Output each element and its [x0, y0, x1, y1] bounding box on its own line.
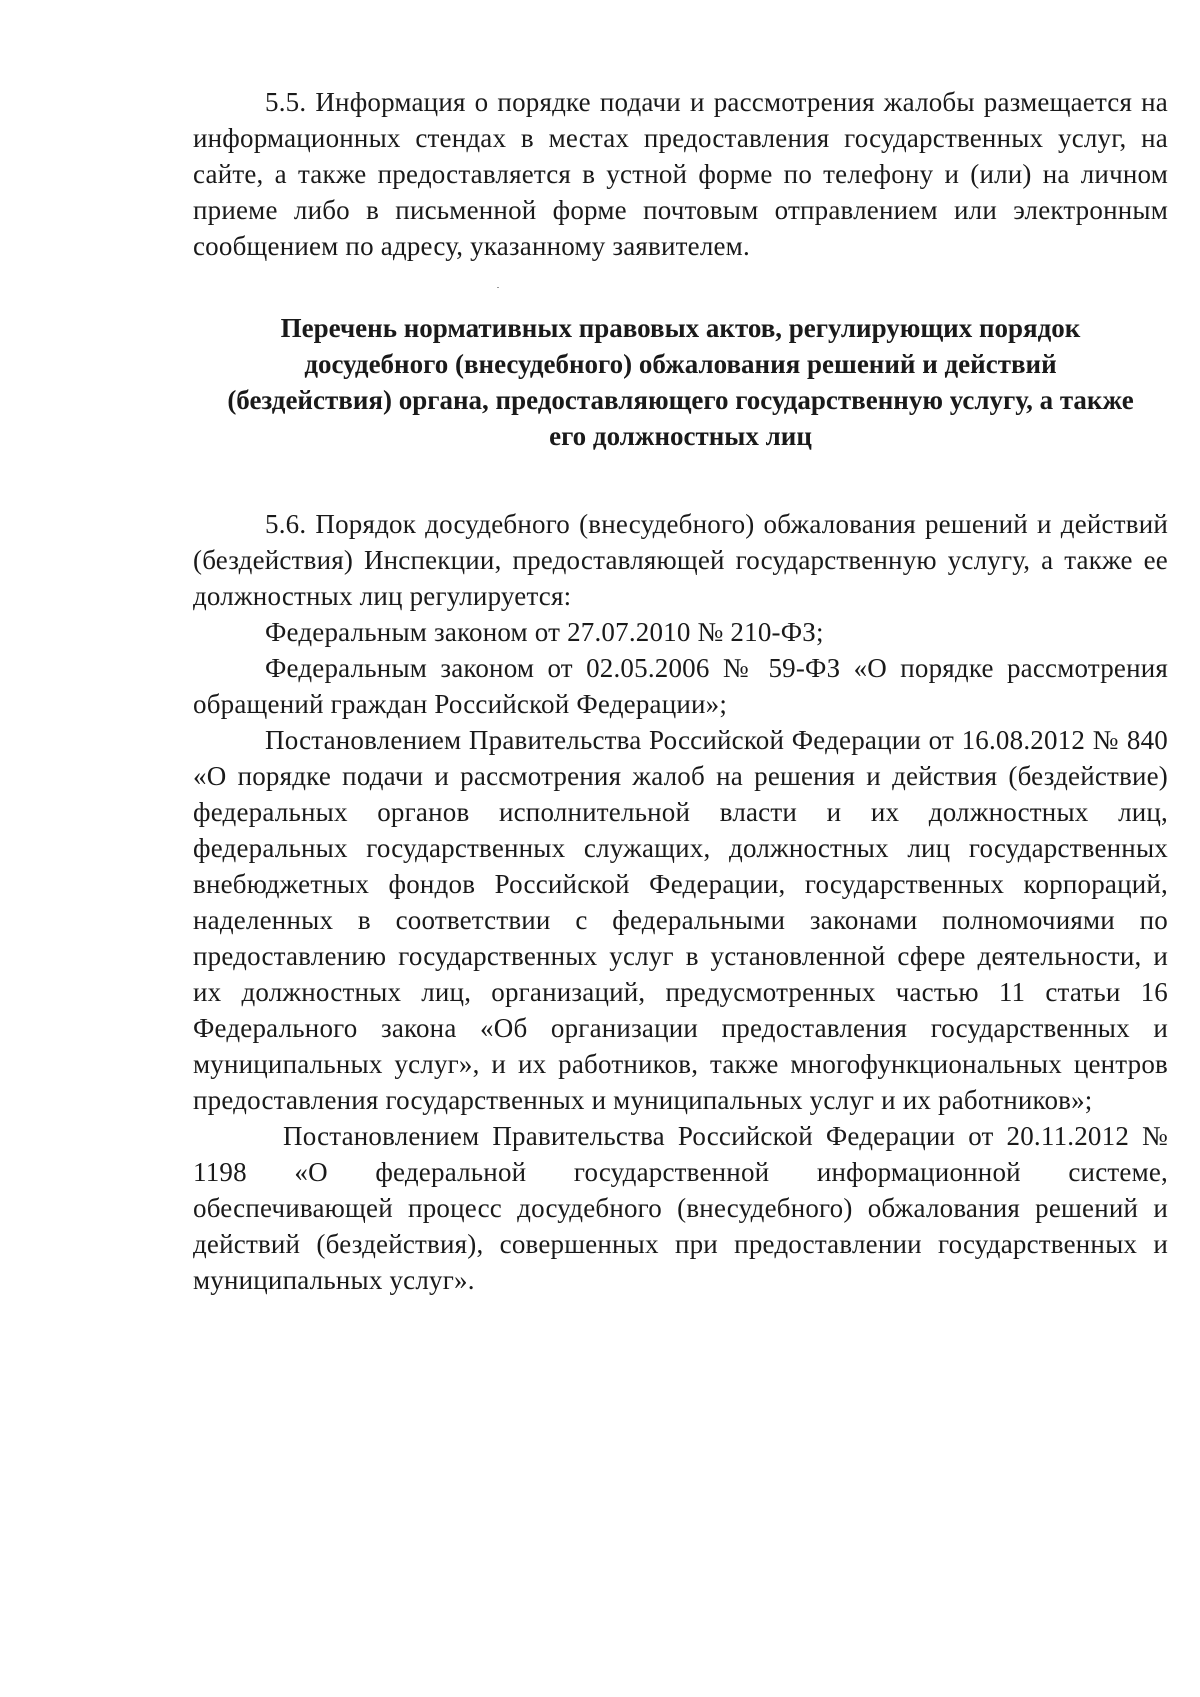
- heading-line-4: его должностных лиц: [549, 421, 812, 451]
- section-5-6: [193, 506, 1168, 1298]
- section-5-5: [193, 84, 1168, 264]
- heading-line-1: Перечень нормативных правовых актов, регулирующих порядок: [280, 313, 1081, 343]
- law-item-1198: Постановлением Правительства Российской Федерации от 20.11.2012 № 1198 «О федеральной государственной информационной системе, обеспечивающей процесс досудебного (внесудебного) обжалования решений и действий (бездействия), совершенных при предоставлении государственных и муниципальных услуг».: [193, 1121, 1168, 1295]
- scan-speck: [497, 287, 499, 288]
- law-item-210-fz: Федеральным законом от 27.07.2010 № 210-ФЗ;: [265, 617, 824, 647]
- paragraph-5-5: 5.5. Информация о порядке подачи и рассмотрения жалобы размещается на информационных стендах в местах предоставления государственных услуг, на сайте, а также предоставляется в устной форме по телефону и (или) на личном приеме либо в письменной форме почтовым отправлением или электронным сообщением по адресу, указанному заявителем.: [193, 87, 1168, 261]
- heading-line-3: (бездействия) органа, предоставляющего государственную услугу, а также: [227, 385, 1134, 415]
- law-item-59-fz: Федеральным законом от 02.05.2006 № 59-ФЗ «О порядке рассмотрения обращений граждан Российской Федерации»;: [193, 653, 1168, 719]
- paragraph-5-6: 5.6. Порядок досудебного (внесудебного) обжалования решений и действий (бездействия) Инспекции, предоставляющей государственную услугу, а также ее должностных лиц регулируется:: [193, 509, 1168, 611]
- section-heading: [193, 310, 1168, 454]
- law-item-840: Постановлением Правительства Российской Федерации от 16.08.2012 № 840 «О порядке подачи и рассмотрения жалоб на решения и действия (бездействие) федеральных органов исполнительной власти и их должностных лиц, федеральных государственных служащих, должностных лиц государственных внебюджетных фондов Российской Федерации, государственных корпораций, наделенных в соответствии с федеральными законами полномочиями по предоставлению государственных услуг в установленной сфере деятельности, и их должностных лиц, организаций, предусмотренных частью 11 статьи 16 Федерального закона «Об организации предоставления государственных и муниципальных услуг», и их работников, также многофункциональных центров предоставления государственных и муниципальных услуг и их работников»;: [193, 725, 1168, 1115]
- heading-line-2: досудебного (внесудебного) обжалования решений и действий: [304, 349, 1057, 379]
